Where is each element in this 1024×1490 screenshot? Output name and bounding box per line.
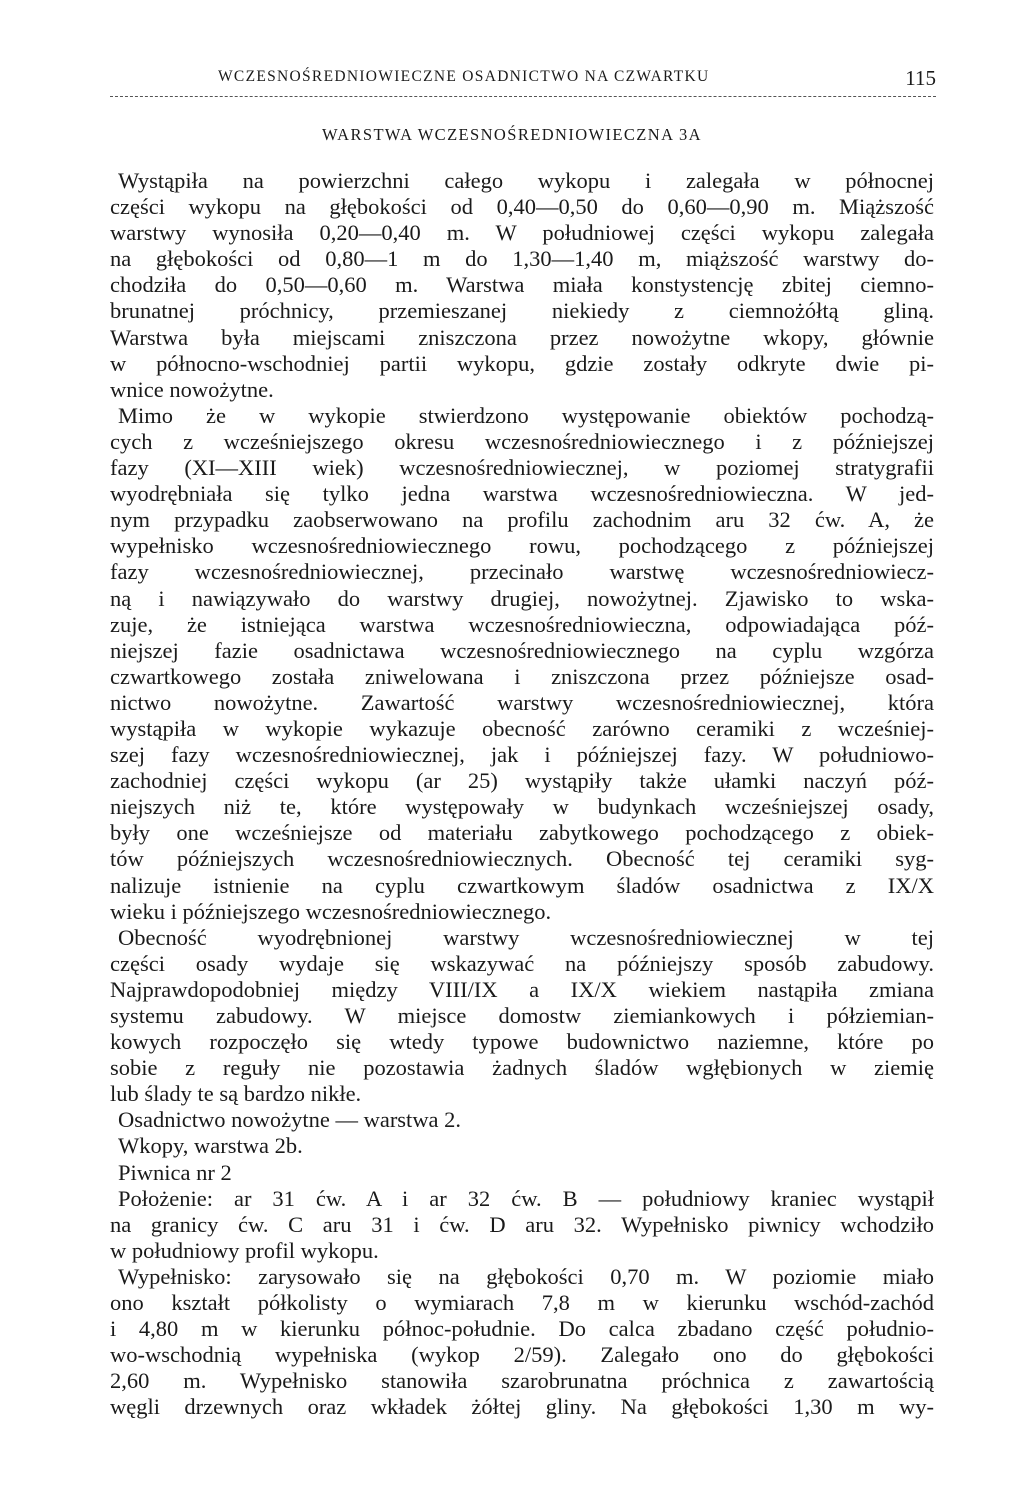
text-line: fazy wczesnośredniowiecznej, przecinało warstwę wczesnośredniowiecz- bbox=[110, 559, 934, 585]
text-line: wypełnisko wczesnośredniowiecznego rowu, pochodzącego z późniejszej bbox=[110, 533, 934, 559]
text-line: były one wcześniejsze od materiału zabytkowego pochodzącego z obiek- bbox=[110, 820, 934, 846]
text-line: chodziła do 0,50—0,60 m. Warstwa miała konstystencję zbitej ciemno- bbox=[110, 272, 934, 298]
text-line: Osadnictwo nowożytne — warstwa 2. bbox=[118, 1107, 462, 1133]
text-line: nictwo nowożytne. Zawartość warstwy wczesnośredniowiecznej, która bbox=[110, 689, 934, 715]
text-line: warstwy wynosiła 0,20—0,40 m. W południowej części wykopu zalegała bbox=[110, 220, 934, 246]
text-line: części osady wydaje się wskazywać na późniejszy sposób zabudowy. bbox=[110, 950, 934, 976]
text-line: wnice nowożytne. bbox=[110, 376, 274, 402]
text-line: Mimo że w wykopie stwierdzono występowanie obiektów pochodzą- bbox=[118, 402, 934, 428]
text-line: Wypełnisko: zarysowało się na głębokości 0,70 m. W poziomie miało bbox=[118, 1263, 934, 1289]
text-line: wystąpiła w wykopie wykazuje obecność zarówno ceramiki z wcześniej- bbox=[110, 715, 934, 741]
text-line: Warstwa była miejscami zniszczona przez nowożytne wkopy, głównie bbox=[110, 324, 934, 350]
text-line: Obecność wyodrębnionej warstwy wczesnośredniowiecznej w tej bbox=[118, 924, 934, 950]
text-line: ono kształt półkolisty o wymiarach 7,8 m w kierunku wschód-zachód bbox=[110, 1290, 934, 1316]
text-line: części wykopu na głębokości od 0,40—0,50 do 0,60—0,90 m. Miąższość bbox=[110, 194, 934, 220]
text-line: lub ślady te są bardzo nikłe. bbox=[110, 1081, 362, 1107]
text-line: sobie z reguły nie pozostawia żadnych śladów wgłębionych w ziemię bbox=[110, 1055, 934, 1081]
text-line: ną i nawiązywało do warstwy drugiej, nowożytnej. Zjawisko to wska- bbox=[110, 585, 934, 611]
text-line: Wkopy, warstwa 2b. bbox=[118, 1133, 303, 1159]
text-line: cych z wcześniejszego okresu wczesnośredniowiecznego i z późniejszej bbox=[110, 428, 934, 454]
text-line: systemu zabudowy. W miejsce domostw ziemiankowych i półziemian- bbox=[110, 1003, 934, 1028]
text-line: Wystąpiła na powierzchni całego wykopu i zalegała w północnej bbox=[118, 168, 934, 193]
text-line: wo-wschodnią wypełniska (wykop 2/59). Zalegało ono do głębokości bbox=[110, 1342, 934, 1368]
text-line: i 4,80 m w kierunku północ-południe. Do calca zbadano część południo- bbox=[110, 1316, 934, 1342]
running-header bbox=[110, 62, 936, 102]
text-line: tów późniejszych wczesnośredniowiecznych. Obecność tej ceramiki syg- bbox=[110, 846, 934, 872]
text-line: niejszej fazie osadnictawa wczesnośredniowiecznego na cyplu wzgórza bbox=[110, 637, 934, 663]
body-text bbox=[110, 168, 934, 1421]
text-line: wyodrębniała się tylko jedna warstwa wczesnośredniowieczna. W jed- bbox=[110, 481, 934, 507]
text-line: zachodniej części wykopu (ar 25) wystąpiły także ułamki naczyń póź- bbox=[110, 768, 934, 794]
text-line: Położenie: ar 31 ćw. A i ar 32 ćw. B — południowy kraniec wystąpił bbox=[118, 1185, 934, 1211]
text-line: fazy (XI—XIII wiek) wczesnośredniowiecznej, w poziomej stratygrafii bbox=[110, 455, 934, 481]
text-line: szej fazy wczesnośredniowiecznej, jak i późniejszej fazy. W południowo- bbox=[110, 742, 934, 768]
section-title: WARSTWA WCZESNOŚREDNIOWIECZNA 3A bbox=[322, 125, 702, 144]
text-line: kowych rozpoczęło się wtedy typowe budownictwo naziemne, które po bbox=[110, 1029, 934, 1055]
text-line: zuje, że istniejąca warstwa wczesnośredniowieczna, odpowiadająca póź- bbox=[110, 611, 934, 637]
text-line: w północno-wschodniej partii wykopu, gdzie zostały odkryte dwie pi- bbox=[110, 350, 934, 376]
header-rule bbox=[110, 96, 936, 97]
text-line: niejszych niż te, które występowały w budynkach wcześniejszej osady, bbox=[110, 794, 934, 820]
text-line: czwartkowego została zniwelowana i zniszczona przez późniejsze osad- bbox=[110, 663, 934, 689]
running-title: WCZESNOŚREDNIOWIECZNE OSADNICTWO NA CZWARTKU bbox=[218, 68, 710, 85]
text-line: 2,60 m. Wypełnisko stanowiła szarobrunatna próchnica z zawartością bbox=[110, 1368, 934, 1394]
text-line: w południowy profil wykopu. bbox=[110, 1237, 379, 1263]
text-line: brunatnej próchnicy, przemieszanej niekiedy z ciemnożółtą gliną. bbox=[110, 298, 934, 324]
text-line: na granicy ćw. C aru 31 i ćw. D aru 32. Wypełnisko piwnicy wchodziło bbox=[110, 1211, 934, 1237]
page-number: 115 bbox=[905, 66, 936, 90]
text-line: Piwnica nr 2 bbox=[118, 1159, 232, 1185]
text-line: wieku i późniejszego wczesnośredniowiecznego. bbox=[110, 898, 552, 924]
text-line: Najprawdopodobniej między VIII/IX a IX/X wiekiem nastąpiła zmiana bbox=[110, 976, 934, 1002]
text-line: nalizuje istnienie na cyplu czwartkowym śladów osadnictwa z IX/X bbox=[110, 872, 934, 898]
text-line: na głębokości od 0,80—1 m do 1,30—1,40 m, miąższość warstwy do- bbox=[110, 246, 934, 272]
text-line: węgli drzewnych oraz wkładek żółtej gliny. Na głębokości 1,30 m wy- bbox=[110, 1394, 934, 1420]
text-line: nym przypadku zaobserwowano na profilu zachodnim aru 32 ćw. A, że bbox=[110, 507, 934, 533]
